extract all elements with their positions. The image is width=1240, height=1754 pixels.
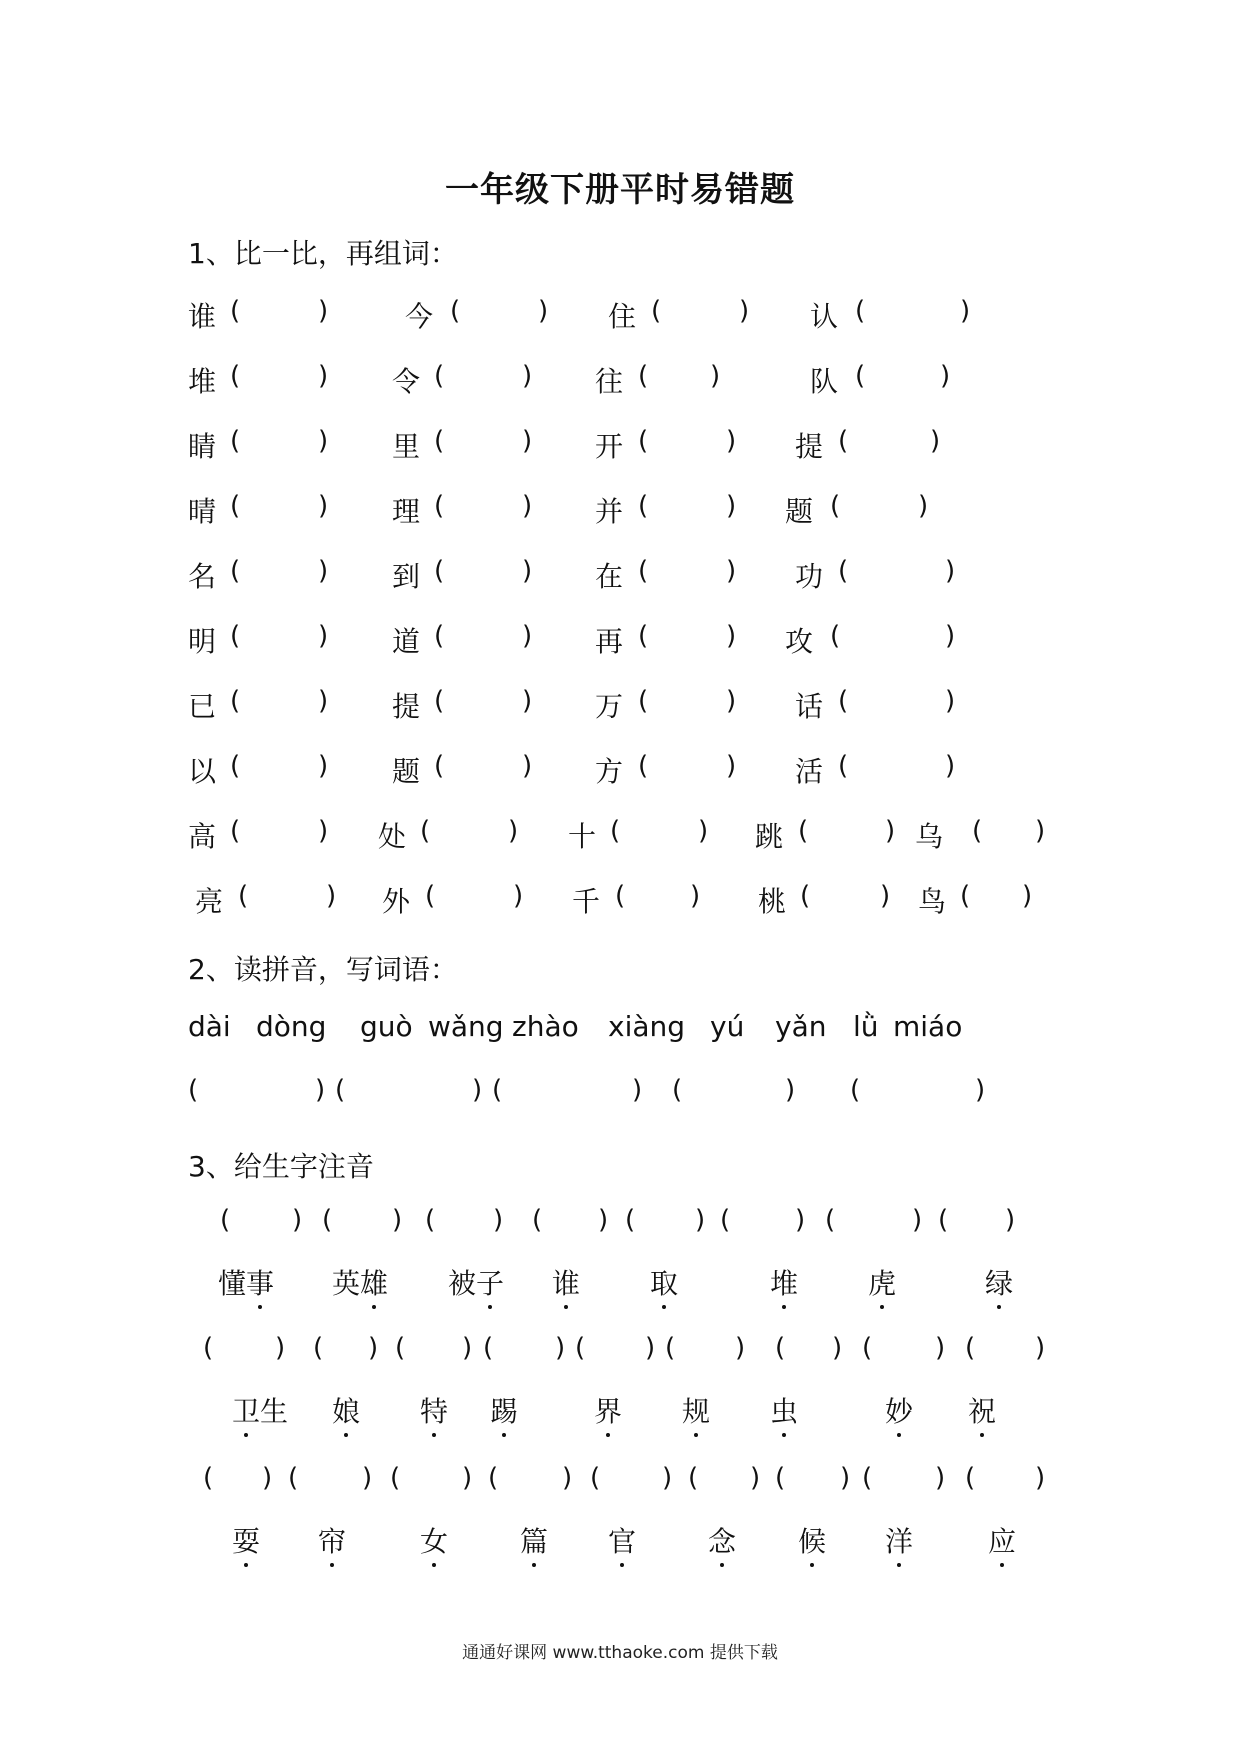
compare-char: 里 bbox=[392, 430, 421, 463]
compare-char: 堆 bbox=[188, 365, 217, 398]
annotate-paren-close: ) bbox=[598, 1205, 609, 1235]
answer-paren-open: ( bbox=[420, 816, 431, 846]
answer-paren-close: ) bbox=[960, 296, 971, 326]
answer-paren-open: ( bbox=[615, 881, 626, 911]
answer-paren-close: ) bbox=[315, 1075, 326, 1105]
answer-paren-close: ) bbox=[945, 556, 956, 586]
pinyin-syllable: miáo bbox=[893, 1010, 963, 1043]
annotate-paren-open: ( bbox=[625, 1205, 636, 1235]
annotate-paren-close: ) bbox=[275, 1333, 286, 1363]
answer-paren-close: ) bbox=[522, 361, 533, 391]
answer-paren-open: ( bbox=[434, 361, 445, 391]
compare-char: 提 bbox=[392, 690, 421, 723]
annotate-word: 懂事 bbox=[218, 1267, 275, 1300]
compare-char: 今 bbox=[405, 300, 434, 333]
annotate-paren-close: ) bbox=[1035, 1463, 1046, 1493]
annotate-paren-open: ( bbox=[965, 1463, 976, 1493]
annotate-paren-open: ( bbox=[203, 1463, 214, 1493]
annotate-paren-open: ( bbox=[395, 1333, 406, 1363]
annotate-paren-close: ) bbox=[912, 1205, 923, 1235]
answer-paren-open: ( bbox=[335, 1075, 346, 1105]
pinyin-syllable: yú bbox=[710, 1010, 745, 1043]
answer-paren-open: ( bbox=[830, 491, 841, 521]
answer-paren-open: ( bbox=[838, 686, 849, 716]
answer-paren-open: ( bbox=[492, 1075, 503, 1105]
annotate-word: 女 bbox=[420, 1525, 449, 1558]
answer-paren-close: ) bbox=[975, 1075, 986, 1105]
annotate-paren-close: ) bbox=[935, 1333, 946, 1363]
annotate-paren-open: ( bbox=[425, 1205, 436, 1235]
compare-char: 在 bbox=[595, 560, 624, 593]
answer-paren-open: ( bbox=[798, 816, 809, 846]
annotate-paren-open: ( bbox=[288, 1463, 299, 1493]
answer-paren-close: ) bbox=[726, 556, 737, 586]
answer-paren-close: ) bbox=[945, 621, 956, 651]
annotate-paren-open: ( bbox=[665, 1333, 676, 1363]
footer-source: 通通好课网 www.tthaoke.com 提供下载 bbox=[462, 1643, 778, 1663]
compare-char: 令 bbox=[392, 365, 421, 398]
answer-paren-open: ( bbox=[238, 881, 249, 911]
pinyin-syllable: dài bbox=[188, 1010, 231, 1043]
compare-char: 活 bbox=[795, 755, 824, 788]
answer-paren-close: ) bbox=[522, 751, 533, 781]
answer-paren-close: ) bbox=[326, 881, 337, 911]
compare-char: 已 bbox=[188, 690, 217, 723]
annotate-word: 踢 bbox=[490, 1395, 519, 1428]
annotate-word: 篇 bbox=[520, 1525, 549, 1558]
answer-paren-close: ) bbox=[726, 686, 737, 716]
answer-paren-open: ( bbox=[855, 361, 866, 391]
answer-paren-close: ) bbox=[538, 296, 549, 326]
annotate-word: 祝 bbox=[968, 1395, 997, 1428]
annotate-paren-open: ( bbox=[720, 1205, 731, 1235]
answer-paren-close: ) bbox=[945, 686, 956, 716]
answer-paren-close: ) bbox=[785, 1075, 796, 1105]
answer-paren-open: ( bbox=[434, 426, 445, 456]
answer-paren-close: ) bbox=[318, 491, 329, 521]
answer-paren-open: ( bbox=[651, 296, 662, 326]
answer-paren-close: ) bbox=[522, 426, 533, 456]
annotate-word: 帘 bbox=[318, 1525, 347, 1558]
answer-paren-open: ( bbox=[838, 426, 849, 456]
answer-paren-open: ( bbox=[230, 816, 241, 846]
answer-paren-close: ) bbox=[318, 296, 329, 326]
answer-paren-close: ) bbox=[885, 816, 896, 846]
answer-paren-close: ) bbox=[940, 361, 951, 391]
answer-paren-open: ( bbox=[434, 621, 445, 651]
answer-paren-open: ( bbox=[434, 751, 445, 781]
pinyin-syllable: guò bbox=[360, 1010, 413, 1043]
annotate-paren-open: ( bbox=[203, 1333, 214, 1363]
annotate-word: 妙 bbox=[885, 1395, 914, 1428]
compare-char: 提 bbox=[795, 430, 824, 463]
answer-paren-close: ) bbox=[318, 556, 329, 586]
annotate-paren-close: ) bbox=[735, 1333, 746, 1363]
annotate-word: 虎 bbox=[868, 1267, 897, 1300]
section1-heading: 1、比一比，再组词： bbox=[188, 237, 458, 270]
answer-paren-close: ) bbox=[726, 751, 737, 781]
answer-paren-open: ( bbox=[230, 751, 241, 781]
annotate-word: 洋 bbox=[885, 1525, 914, 1558]
compare-char: 开 bbox=[595, 430, 624, 463]
answer-paren-close: ) bbox=[522, 556, 533, 586]
annotate-word: 英雄 bbox=[332, 1267, 389, 1300]
annotate-paren-close: ) bbox=[555, 1333, 566, 1363]
compare-char: 桃 bbox=[758, 885, 787, 918]
answer-paren-open: ( bbox=[830, 621, 841, 651]
answer-paren-close: ) bbox=[710, 361, 721, 391]
annotate-word: 应 bbox=[988, 1525, 1017, 1558]
answer-paren-close: ) bbox=[318, 686, 329, 716]
compare-char: 名 bbox=[188, 560, 217, 593]
annotate-paren-close: ) bbox=[1005, 1205, 1016, 1235]
answer-paren-open: ( bbox=[850, 1075, 861, 1105]
pinyin-syllable: xiàng bbox=[608, 1010, 686, 1043]
annotate-paren-close: ) bbox=[832, 1333, 843, 1363]
answer-paren-close: ) bbox=[318, 751, 329, 781]
annotate-word: 特 bbox=[420, 1395, 449, 1428]
answer-paren-close: ) bbox=[930, 426, 941, 456]
annotate-paren-open: ( bbox=[488, 1463, 499, 1493]
compare-char: 到 bbox=[392, 560, 421, 593]
annotate-paren-close: ) bbox=[462, 1463, 473, 1493]
answer-paren-open: ( bbox=[838, 556, 849, 586]
answer-paren-close: ) bbox=[318, 621, 329, 651]
annotate-paren-close: ) bbox=[392, 1205, 403, 1235]
answer-paren-close: ) bbox=[318, 361, 329, 391]
compare-char: 谁 bbox=[188, 300, 217, 333]
pinyin-syllable: yǎn bbox=[775, 1010, 827, 1043]
answer-paren-close: ) bbox=[632, 1075, 643, 1105]
annotate-paren-close: ) bbox=[750, 1463, 761, 1493]
annotate-paren-open: ( bbox=[483, 1333, 494, 1363]
pinyin-syllable: lǜ bbox=[853, 1010, 879, 1043]
compare-char: 跳 bbox=[755, 820, 784, 853]
annotate-paren-close: ) bbox=[362, 1463, 373, 1493]
answer-paren-close: ) bbox=[739, 296, 750, 326]
compare-char: 题 bbox=[392, 755, 421, 788]
answer-paren-close: ) bbox=[698, 816, 709, 846]
annotate-word: 耍 bbox=[232, 1525, 261, 1558]
compare-char: 住 bbox=[608, 300, 637, 333]
answer-paren-close: ) bbox=[522, 621, 533, 651]
annotate-paren-close: ) bbox=[935, 1463, 946, 1493]
compare-char: 道 bbox=[392, 625, 421, 658]
answer-paren-close: ) bbox=[522, 491, 533, 521]
annotate-paren-close: ) bbox=[645, 1333, 656, 1363]
answer-paren-close: ) bbox=[472, 1075, 483, 1105]
answer-paren-open: ( bbox=[434, 491, 445, 521]
answer-paren-open: ( bbox=[672, 1075, 683, 1105]
answer-paren-open: ( bbox=[638, 556, 649, 586]
annotate-paren-open: ( bbox=[938, 1205, 949, 1235]
compare-char: 以 bbox=[188, 755, 217, 788]
answer-paren-open: ( bbox=[638, 426, 649, 456]
answer-paren-open: ( bbox=[230, 556, 241, 586]
annotate-paren-close: ) bbox=[562, 1463, 573, 1493]
annotate-paren-open: ( bbox=[322, 1205, 333, 1235]
answer-paren-open: ( bbox=[434, 556, 445, 586]
annotate-paren-open: ( bbox=[575, 1333, 586, 1363]
annotate-word: 界 bbox=[594, 1395, 623, 1428]
answer-paren-open: ( bbox=[838, 751, 849, 781]
answer-paren-close: ) bbox=[880, 881, 891, 911]
answer-paren-close: ) bbox=[726, 491, 737, 521]
compare-char: 方 bbox=[595, 755, 624, 788]
answer-paren-open: ( bbox=[434, 686, 445, 716]
annotate-paren-open: ( bbox=[590, 1463, 601, 1493]
answer-paren-close: ) bbox=[513, 881, 524, 911]
answer-paren-close: ) bbox=[918, 491, 929, 521]
answer-paren-close: ) bbox=[1022, 881, 1033, 911]
annotate-word: 娘 bbox=[332, 1395, 361, 1428]
compare-char: 队 bbox=[810, 365, 839, 398]
annotate-paren-close: ) bbox=[292, 1205, 303, 1235]
annotate-word: 谁 bbox=[552, 1267, 581, 1300]
section2-heading: 2、读拼音，写词语： bbox=[188, 953, 458, 986]
answer-paren-open: ( bbox=[425, 881, 436, 911]
compare-char: 认 bbox=[810, 300, 839, 333]
answer-paren-open: ( bbox=[230, 296, 241, 326]
compare-char: 晴 bbox=[188, 495, 217, 528]
annotate-word: 取 bbox=[650, 1267, 679, 1300]
compare-char: 题 bbox=[785, 495, 814, 528]
annotate-word: 候 bbox=[798, 1525, 827, 1558]
answer-paren-close: ) bbox=[1035, 816, 1046, 846]
annotate-paren-open: ( bbox=[220, 1205, 231, 1235]
compare-char: 高 bbox=[188, 820, 217, 853]
section3-heading: 3、给生字注音 bbox=[188, 1150, 374, 1183]
compare-char: 千 bbox=[572, 885, 601, 918]
answer-paren-close: ) bbox=[522, 686, 533, 716]
annotate-word: 官 bbox=[608, 1525, 637, 1558]
answer-paren-open: ( bbox=[230, 361, 241, 391]
annotate-paren-close: ) bbox=[695, 1205, 706, 1235]
compare-char: 十 bbox=[568, 820, 597, 853]
annotate-word: 虫 bbox=[770, 1395, 799, 1428]
answer-paren-open: ( bbox=[855, 296, 866, 326]
annotate-paren-close: ) bbox=[493, 1205, 504, 1235]
annotate-paren-open: ( bbox=[862, 1333, 873, 1363]
compare-char: 攻 bbox=[785, 625, 814, 658]
annotate-paren-open: ( bbox=[532, 1205, 543, 1235]
compare-char: 鸟 bbox=[918, 885, 947, 918]
answer-paren-open: ( bbox=[188, 1075, 199, 1105]
compare-char: 睛 bbox=[188, 430, 217, 463]
annotate-paren-close: ) bbox=[662, 1463, 673, 1493]
compare-char: 并 bbox=[595, 495, 624, 528]
answer-paren-open: ( bbox=[800, 881, 811, 911]
annotate-word: 堆 bbox=[770, 1267, 799, 1300]
page-title: 一年级下册平时易错题 bbox=[445, 170, 795, 210]
answer-paren-open: ( bbox=[230, 491, 241, 521]
compare-char: 功 bbox=[795, 560, 824, 593]
pinyin-syllable: dòng bbox=[256, 1010, 327, 1043]
annotate-paren-close: ) bbox=[368, 1333, 379, 1363]
compare-char: 再 bbox=[595, 625, 624, 658]
compare-char: 话 bbox=[795, 690, 824, 723]
answer-paren-open: ( bbox=[230, 686, 241, 716]
annotate-paren-open: ( bbox=[313, 1333, 324, 1363]
annotate-word: 绿 bbox=[985, 1267, 1014, 1300]
compare-char: 理 bbox=[392, 495, 421, 528]
pinyin-syllable: zhào bbox=[512, 1010, 579, 1043]
answer-paren-close: ) bbox=[318, 816, 329, 846]
compare-char: 亮 bbox=[195, 885, 224, 918]
compare-char: 明 bbox=[188, 625, 217, 658]
annotate-paren-open: ( bbox=[688, 1463, 699, 1493]
annotate-paren-open: ( bbox=[862, 1463, 873, 1493]
answer-paren-close: ) bbox=[726, 621, 737, 651]
annotate-paren-close: ) bbox=[795, 1205, 806, 1235]
annotate-word: 被子 bbox=[448, 1267, 505, 1300]
answer-paren-open: ( bbox=[230, 621, 241, 651]
annotate-paren-open: ( bbox=[965, 1333, 976, 1363]
annotate-paren-close: ) bbox=[262, 1463, 273, 1493]
answer-paren-open: ( bbox=[960, 881, 971, 911]
annotate-word: 卫生 bbox=[232, 1395, 289, 1428]
annotate-paren-open: ( bbox=[390, 1463, 401, 1493]
answer-paren-close: ) bbox=[945, 751, 956, 781]
annotate-paren-open: ( bbox=[825, 1205, 836, 1235]
answer-paren-open: ( bbox=[230, 426, 241, 456]
annotate-paren-close: ) bbox=[462, 1333, 473, 1363]
compare-char: 处 bbox=[378, 820, 407, 853]
answer-paren-open: ( bbox=[638, 686, 649, 716]
compare-char: 乌 bbox=[915, 820, 944, 853]
pinyin-syllable: wǎng bbox=[428, 1010, 504, 1043]
answer-paren-close: ) bbox=[508, 816, 519, 846]
answer-paren-open: ( bbox=[972, 816, 983, 846]
answer-paren-close: ) bbox=[318, 426, 329, 456]
compare-char: 万 bbox=[595, 690, 624, 723]
answer-paren-open: ( bbox=[638, 361, 649, 391]
answer-paren-open: ( bbox=[610, 816, 621, 846]
annotate-word: 规 bbox=[682, 1395, 711, 1428]
answer-paren-close: ) bbox=[726, 426, 737, 456]
annotate-paren-close: ) bbox=[840, 1463, 851, 1493]
annotate-paren-open: ( bbox=[775, 1333, 786, 1363]
answer-paren-open: ( bbox=[638, 621, 649, 651]
answer-paren-close: ) bbox=[690, 881, 701, 911]
compare-char: 外 bbox=[382, 885, 411, 918]
annotate-word: 念 bbox=[708, 1525, 737, 1558]
annotate-paren-open: ( bbox=[775, 1463, 786, 1493]
answer-paren-open: ( bbox=[450, 296, 461, 326]
annotate-paren-close: ) bbox=[1035, 1333, 1046, 1363]
compare-char: 往 bbox=[595, 365, 624, 398]
answer-paren-open: ( bbox=[638, 751, 649, 781]
answer-paren-open: ( bbox=[638, 491, 649, 521]
